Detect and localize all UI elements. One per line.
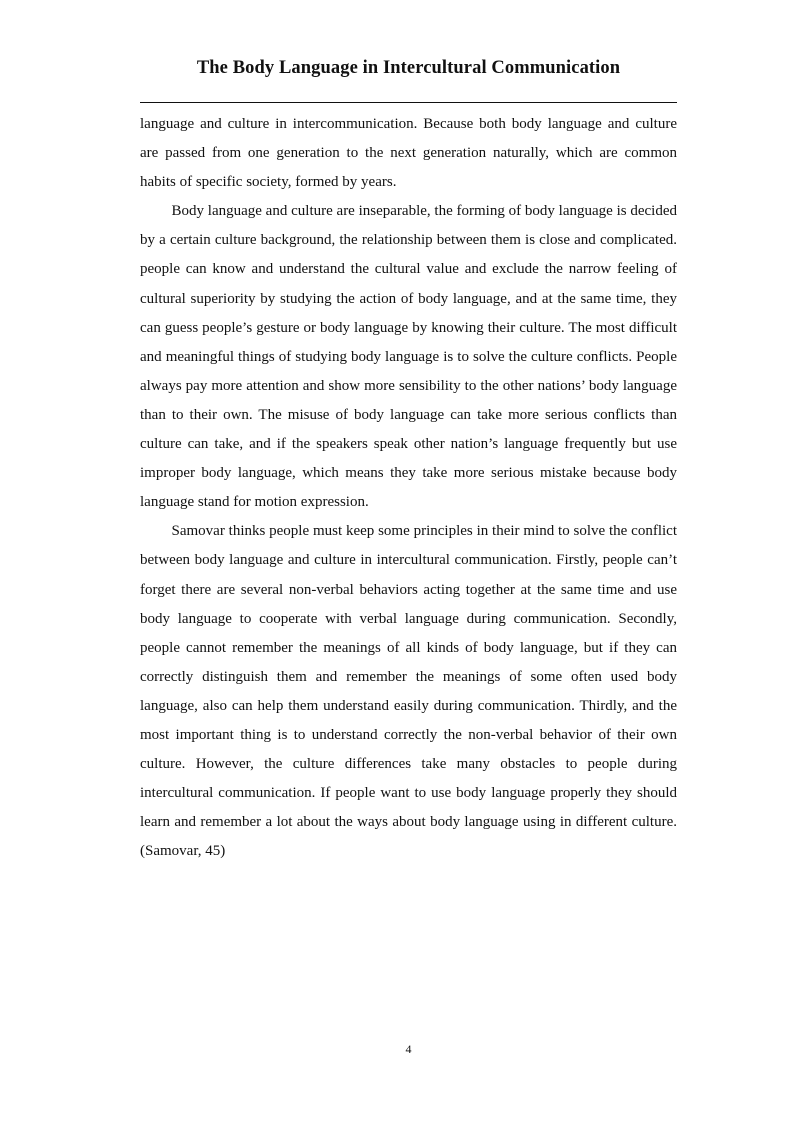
paragraph-samovar-principles: Samovar thinks people must keep some principles in their mind to solve the conflict between body language and culture in intercultural communication. Firstly, people can’t forget there are several non-verbal behaviors acting together at the same time and use body language to cooperate with verbal language during communication. Secondly, people cannot remember the meanings of all kinds of body language, but if they can correctly distinguish them and remember the meanings of some often used body language, also can help them understand easily during communication. Thirdly, and the most important thing is to understand correctly the non-verbal behavior of their own culture. However, the culture differences take many obstacles to people during intercultural communication. If people want to use body language properly they should learn and remember a lot about the ways about body language using in different culture. (Samovar, 45) xyxy=(140,523,677,860)
paragraph-body-language-and-culture: Body language and culture are inseparable, the forming of body language is decided by a certain culture background, the relationship between them is close and complicated. people can know and understand the cultural value and exclude the narrow feeling of cultural superiority by studying the action of body language, and at the same time, they can guess people’s gesture or body language by knowing their culture. The most difficult and meaningful things of studying body language is to solve the culture conflicts. People always pay more attention and show more sensibility to the other nations’ body language than to their own. The misuse of body language can take more serious conflicts than culture can take, and if the speakers speak other nation’s language frequently but use improper body language, which means they take more serious mistake because body language stand for motion expression. xyxy=(140,203,677,511)
header-divider xyxy=(140,102,677,103)
paragraph-continued: language and culture in intercommunication. Because both body language and culture are passed from one generation to the next generation naturally, which are common habits of specific society, formed by years. xyxy=(140,116,677,191)
body-text xyxy=(140,110,677,866)
page-number: 4 xyxy=(405,1042,412,1056)
running-header-title: The Body Language in Intercultural Communication xyxy=(196,58,621,78)
